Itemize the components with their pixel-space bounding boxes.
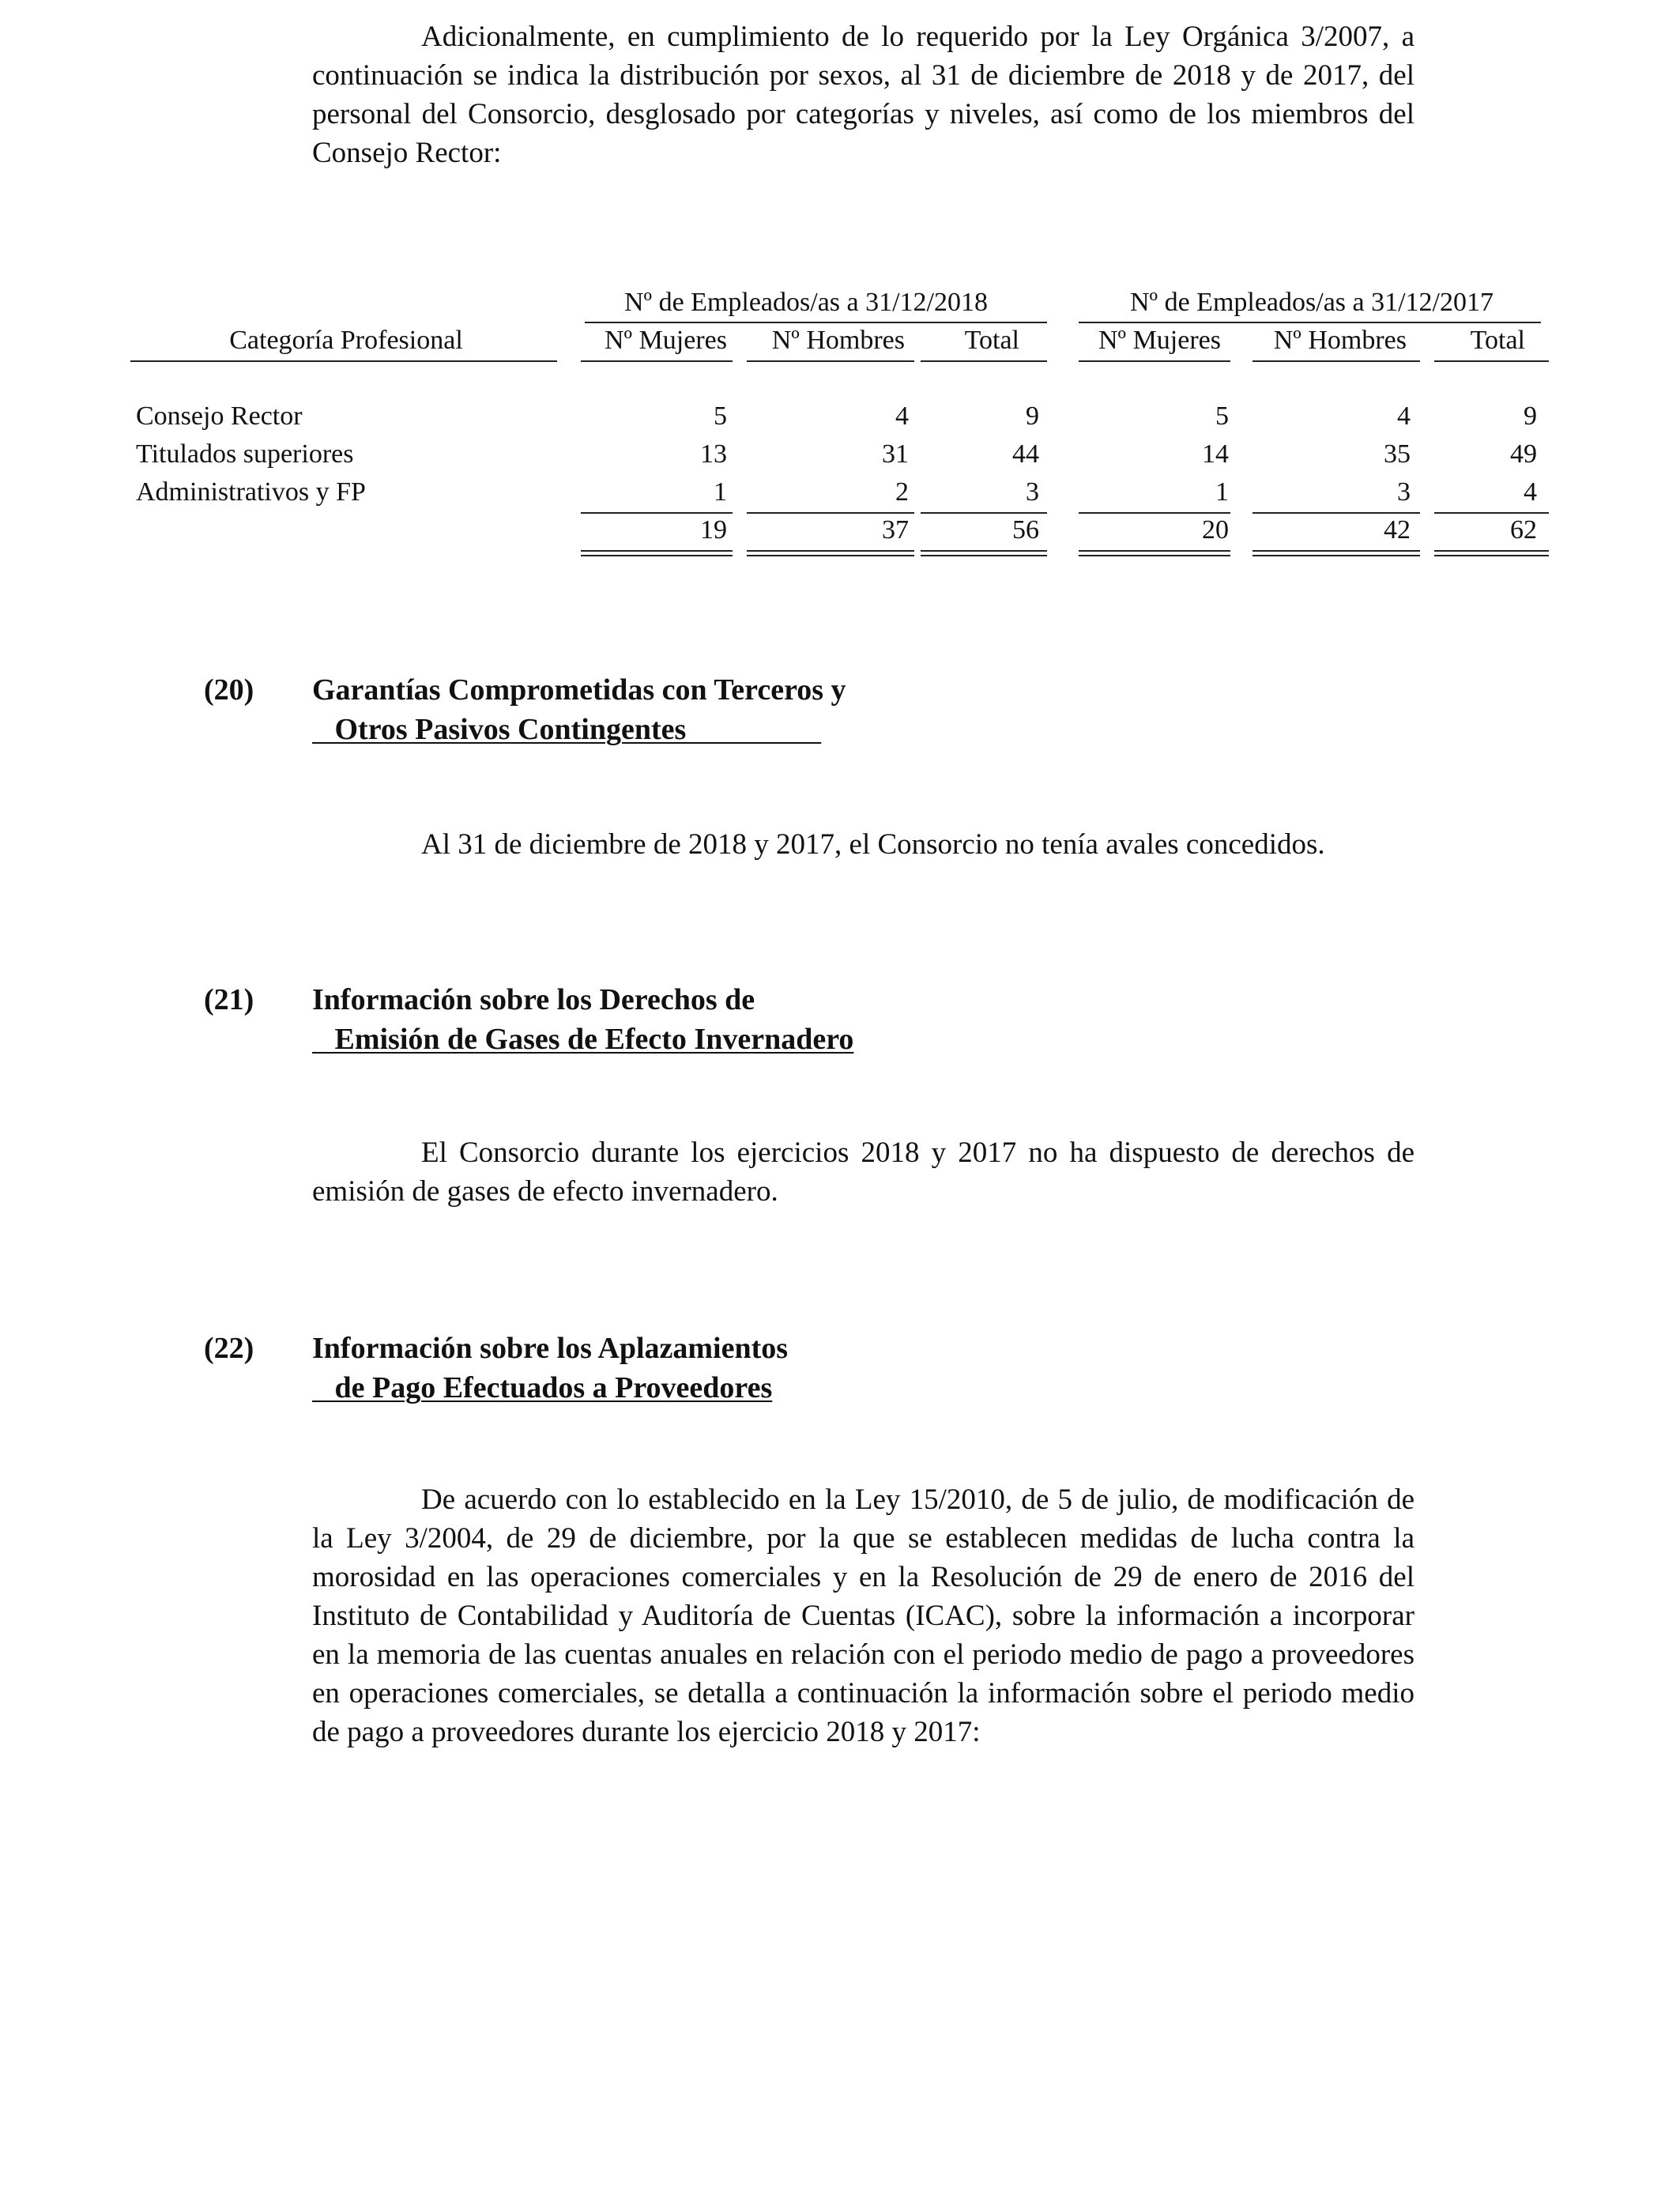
- intro-paragraph: Adicionalmente, en cumplimiento de lo requerido por la Ley Orgánica 3/2007, a continuación se indica la distribución por sexos, al 31 de diciembre de 2018 y de 2017, del personal del Consorcio, desglosado por categorías y niveles, así como de los miembros del Consejo Rector:: [312, 21, 1414, 169]
- cell-t2017: 4: [1524, 477, 1537, 507]
- section-number-22: (22): [204, 1332, 254, 1365]
- total-m2018: 19: [700, 515, 727, 545]
- row-label-titulados: Titulados superiores: [136, 439, 354, 469]
- col-header-mujeres-2018: Nº Mujeres: [604, 326, 727, 355]
- cell-h2017: 4: [1397, 401, 1411, 431]
- cell-m2018: 13: [700, 439, 727, 469]
- section-title-21-line1: Información sobre los Derechos de: [312, 983, 755, 1016]
- row-label-consejo-rector: Consejo Rector: [136, 401, 303, 431]
- group-header-2017: Nº de Empleados/as a 31/12/2017: [1129, 288, 1494, 317]
- section-title-20: [312, 670, 846, 749]
- cell-h2018: 31: [882, 439, 909, 469]
- section-title-22-line2: de Pago Efectuados a Proveedores: [312, 1371, 773, 1404]
- row-label-administrativos: Administrativos y FP: [136, 477, 366, 507]
- cell-m2018: 1: [714, 477, 727, 507]
- cell-t2018: 9: [1026, 401, 1039, 431]
- total-t2017: 62: [1510, 515, 1537, 545]
- cell-m2017: 1: [1215, 477, 1229, 507]
- cell-m2017: 5: [1215, 401, 1229, 431]
- cell-m2018: 5: [714, 401, 727, 431]
- col-header-hombres-2018: Nº Hombres: [771, 326, 905, 355]
- section-title-22: [312, 1329, 788, 1408]
- total-t2018: 56: [1012, 515, 1039, 545]
- cell-m2017: 14: [1202, 439, 1229, 469]
- cell-t2017: 9: [1524, 401, 1537, 431]
- section-title-21: [312, 980, 853, 1059]
- cell-t2017: 49: [1510, 439, 1537, 469]
- cell-t2018: 3: [1026, 477, 1039, 507]
- cell-h2017: 3: [1397, 477, 1411, 507]
- section-title-20-line1: Garantías Comprometidas con Terceros y: [312, 673, 846, 707]
- section-20-body: Al 31 de diciembre de 2018 y 2017, el Consorcio no tenía avales concedidos.: [421, 828, 1325, 861]
- cell-h2018: 4: [895, 401, 909, 431]
- cell-h2018: 2: [895, 477, 909, 507]
- group-header-2018: Nº de Empleados/as a 31/12/2018: [623, 288, 988, 317]
- col-header-mujeres-2017: Nº Mujeres: [1098, 326, 1221, 355]
- total-h2018: 37: [882, 515, 909, 545]
- cell-h2017: 35: [1384, 439, 1411, 469]
- section-21-body: El Consorcio durante los ejercicios 2018 y 2017 no ha dispuesto de derechos de emisión de gases de efecto invernadero.: [312, 1137, 1414, 1208]
- col-header-total-2018: Total: [964, 326, 1019, 355]
- category-header: Categoría Profesional: [229, 326, 463, 355]
- section-number-21: (21): [204, 983, 254, 1016]
- total-h2017: 42: [1384, 515, 1411, 545]
- total-m2017: 20: [1202, 515, 1229, 545]
- section-22-body: De acuerdo con lo establecido en la Ley 15/2010, de 5 de julio, de modificación de la Ley 3/2004, de 29 de diciembre, por la que se establecen medidas de lucha contra la morosidad en las operaciones comerciales y en la Resolución de 29 de enero de 2016 del Instituto de Contabilidad y Auditoría de Cuentas (ICAC), sobre la información a incorporar en la memoria de las cuentas anuales en relación con el periodo medio de pago a proveedores en operaciones comerciales, se detalla a continuación la información sobre el periodo medio de pago a proveedores durante los ejercicio 2018 y 2017:: [312, 1483, 1414, 1748]
- col-header-hombres-2017: Nº Hombres: [1273, 326, 1407, 355]
- section-number-20: (20): [204, 673, 254, 707]
- cell-t2018: 44: [1012, 439, 1039, 469]
- section-title-21-line2: Emisión de Gases de Efecto Invernadero: [312, 1023, 854, 1056]
- section-title-20-line2: Otros Pasivos Contingentes: [312, 713, 822, 746]
- section-title-22-line1: Información sobre los Aplazamientos: [312, 1332, 789, 1365]
- col-header-total-2017: Total: [1470, 326, 1525, 355]
